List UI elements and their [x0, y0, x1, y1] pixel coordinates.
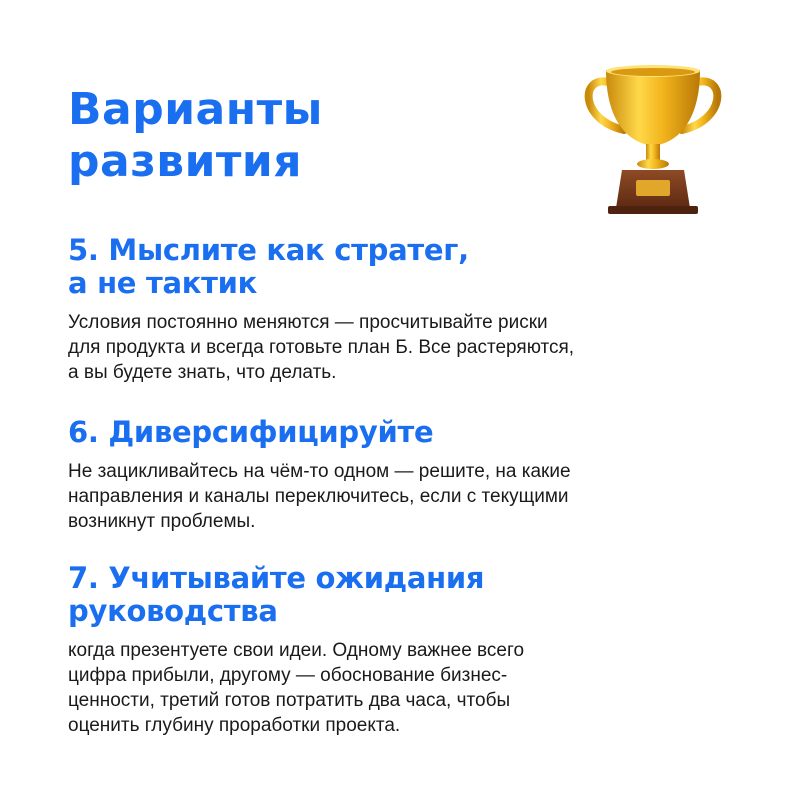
tip-7-body — [68, 638, 728, 738]
tip-5-body-line-3: а вы будете знать, что делать. — [68, 362, 337, 383]
tip-6-body-line-2: направления и каналы переключитесь, если с текущими — [68, 486, 569, 507]
tip-6-heading-line-1: 6. Диверсифицируйте — [68, 415, 434, 449]
tip-7-heading — [68, 562, 728, 628]
tip-5-body-line-2: для продукта и всегда готовьте план Б. Все растеряются, — [68, 337, 575, 358]
trophy-icon — [578, 58, 728, 218]
tip-5-heading-line-2: а не тактик — [68, 266, 258, 300]
tip-7-body-line-3: ценности, третий готов потратить два часа, чтобы — [68, 690, 511, 711]
tip-6-body-line-3: возникнут проблемы. — [68, 511, 256, 532]
tip-7-body-line-2: цифра прибыли, другому — обоснование бизнес- — [68, 665, 508, 686]
tip-6 — [68, 416, 728, 534]
page-title-line-2: развития — [68, 136, 303, 187]
tip-7-body-line-1: когда презентуете свои идеи. Одному важнее всего — [68, 640, 525, 661]
tip-5-body-line-1: Условия постоянно меняются — просчитывайте риски — [68, 312, 548, 333]
tip-7-heading-line-1: 7. Учитывайте ожидания — [68, 561, 485, 595]
page-title — [68, 84, 528, 188]
tip-5 — [68, 234, 728, 385]
tip-5-heading — [68, 234, 728, 300]
tip-7-body-line-4: оценить глубину проработки проекта. — [68, 715, 401, 736]
tip-5-heading-line-1: 5. Мыслите как стратег, — [68, 233, 469, 267]
page-title-line-1: Варианты — [68, 84, 323, 135]
tip-7 — [68, 562, 728, 738]
tip-6-heading — [68, 416, 728, 449]
tip-6-body — [68, 459, 728, 534]
tip-7-heading-line-2: руководства — [68, 594, 278, 628]
tip-6-body-line-1: Не зацикливайтесь на чём-то одном — решите, на какие — [68, 461, 571, 482]
tip-5-body — [68, 310, 728, 385]
